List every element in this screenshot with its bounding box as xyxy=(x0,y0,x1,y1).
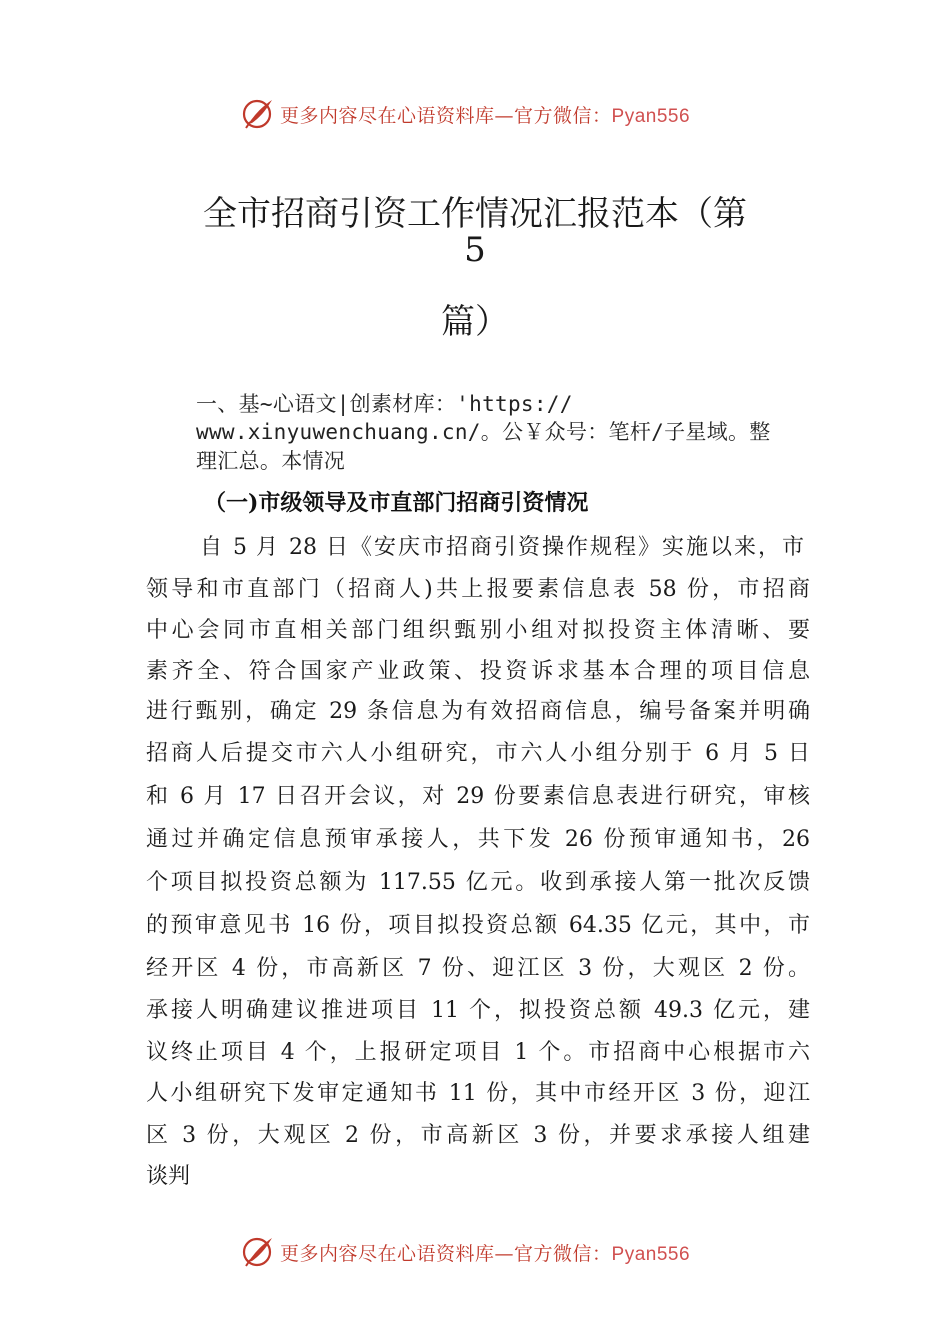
paragraph-line: 谈判 xyxy=(146,1164,191,1189)
quill-logo-icon xyxy=(240,1234,276,1270)
footer-banner xyxy=(0,1232,950,1272)
banner-separator: — xyxy=(494,1242,515,1265)
document-title-line-3: 篇） xyxy=(441,302,509,342)
footer-banner-content xyxy=(240,1232,690,1272)
section-heading: （一)市级领导及市直部门招商引资情况 xyxy=(204,490,589,516)
banner-wechat-id: Pyan556 xyxy=(611,1243,691,1265)
header-banner-text xyxy=(280,101,690,128)
paragraph-line: 素齐全、符合国家产业政策、投资诉求基本合理的项目信息 xyxy=(146,659,810,684)
paragraph-line: 和 6 月 17 日召开会议，对 29 份要素信息表进行研究，审核 xyxy=(146,784,810,809)
source-note-line-1: 一、基~心语文|创素材库：'https:// xyxy=(196,392,573,416)
source-note-line-3: 理汇总。本情况 xyxy=(196,449,346,473)
paragraph-line: 进行甄别，确定 29 条信息为有效招商信息，编号备案并明确 xyxy=(146,699,810,724)
footer-banner-text xyxy=(280,1239,690,1266)
paragraph-line: 中心会同市直相关部门组织甄别小组对拟投资主体清晰、要 xyxy=(146,618,810,643)
paragraph-line: 的预审意见书 16 份，项目拟投资总额 64.35 亿元，其中，市 xyxy=(146,913,810,938)
banner-brand: 更多内容尽在心语资料库 xyxy=(280,1242,495,1265)
paragraph-line: 议终止项目 4 个，上报研定项目 1 个。市招商中心根据市六 xyxy=(146,1040,810,1065)
banner-separator: — xyxy=(494,104,515,127)
paragraph-line: 通过并确定信息预审承接人，共下发 26 份预审通知书，26 xyxy=(146,827,810,852)
paragraph-line: 自 5 月 28 日《安庆市招商引资操作规程》实施以来，市 xyxy=(200,535,804,560)
paragraph-line: 承接人明确建议推进项目 11 个，拟投资总额 49.3 亿元，建 xyxy=(146,998,810,1023)
banner-brand: 更多内容尽在心语资料库 xyxy=(280,104,495,127)
paragraph-line: 招商人后提交市六人小组研究，市六人小组分别于 6 月 5 日 xyxy=(146,741,810,766)
paragraph-line: 领导和市直部门（招商人)共上报要素信息表 58 份，市招商 xyxy=(146,577,810,602)
header-banner xyxy=(0,94,950,134)
quill-logo-icon xyxy=(240,96,276,132)
banner-wechat-id: Pyan556 xyxy=(611,105,691,127)
paragraph-line: 区 3 份，大观区 2 份，市高新区 3 份，并要求承接人组建 xyxy=(146,1123,810,1148)
paragraph-line: 个项目拟投资总额为 117.55 亿元。收到承接人第一批次反馈 xyxy=(146,870,810,895)
header-banner-content xyxy=(240,94,690,134)
source-note-line-2: www.xinyuwenchuang.cn/。公￥众号：笔杆/子星域。整 xyxy=(196,420,771,444)
banner-label: 官方微信： xyxy=(514,104,612,127)
document-title-line-2: 5 xyxy=(464,230,486,270)
paragraph-line: 经开区 4 份，市高新区 7 份、迎江区 3 份，大观区 2 份。 xyxy=(146,956,810,981)
paragraph-line: 人小组研究下发审定通知书 11 份，其中市经开区 3 份，迎江 xyxy=(146,1081,810,1106)
banner-label: 官方微信： xyxy=(514,1242,612,1265)
document-title-line-1: 全市招商引资工作情况汇报范本（第 xyxy=(203,194,747,234)
